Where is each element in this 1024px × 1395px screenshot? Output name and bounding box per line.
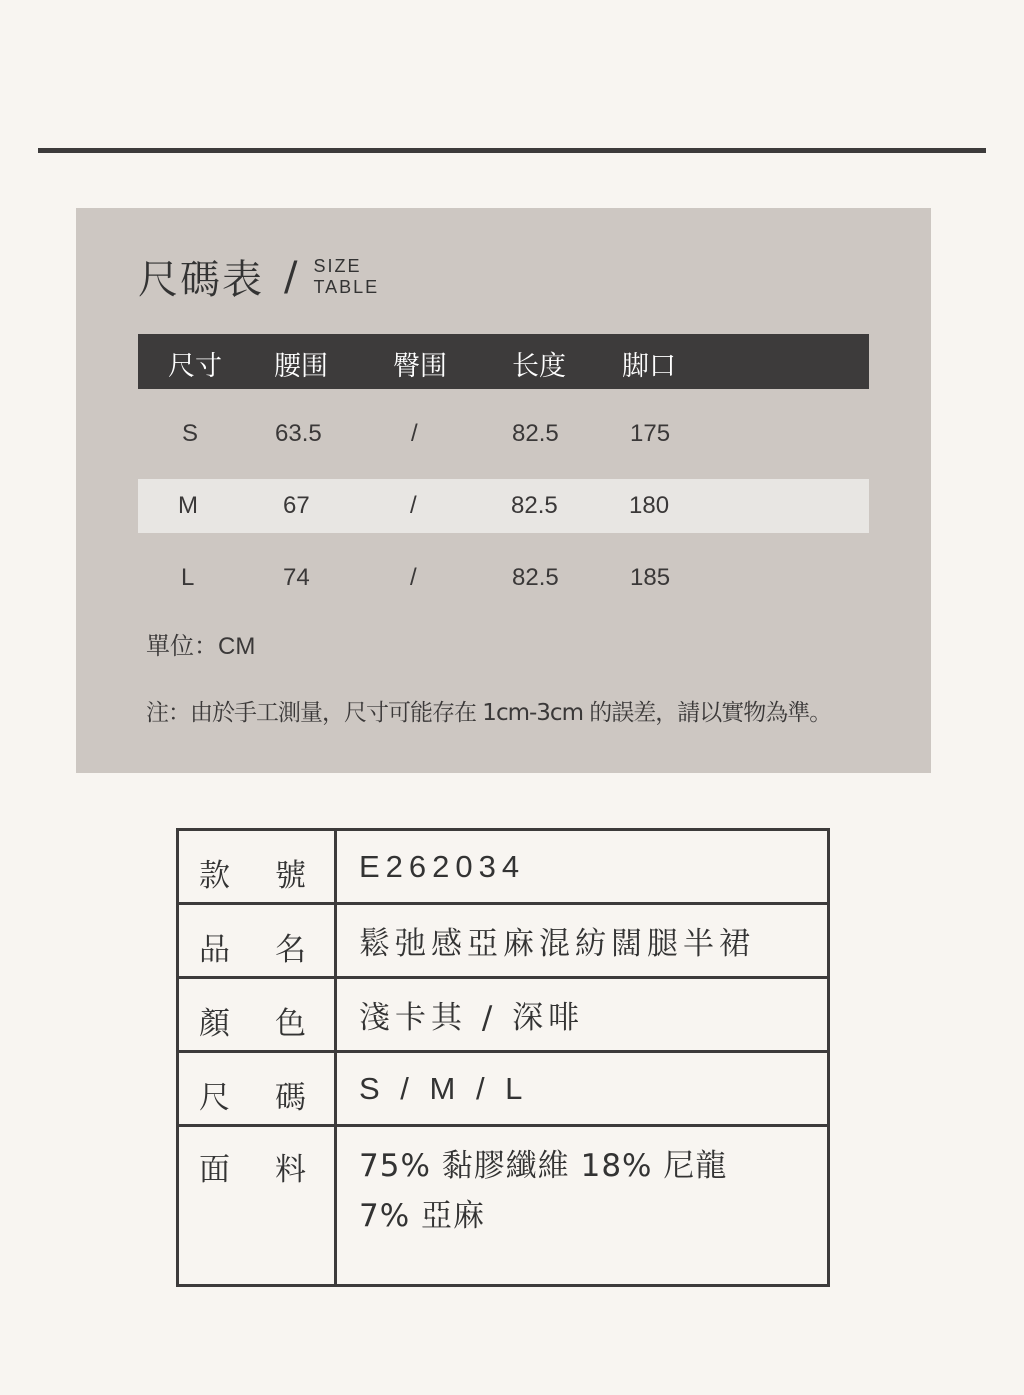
- spec-label-char: 品: [199, 932, 230, 968]
- spec-row-product-name: [178, 904, 829, 978]
- cell-waist: 67: [283, 492, 310, 519]
- size-table-header: [138, 334, 869, 389]
- cell-length: 82.5: [512, 564, 559, 591]
- spec-label-char: 名: [275, 932, 306, 968]
- table-row: [138, 479, 869, 533]
- cell-hip: /: [411, 420, 418, 447]
- top-divider: [38, 148, 986, 153]
- spec-label-char: 色: [275, 1006, 306, 1042]
- title-english-line2: TABLE: [313, 276, 380, 297]
- fabric-line-2: 7% 亞麻: [359, 1198, 486, 1234]
- cell-length: 82.5: [512, 420, 559, 447]
- product-spec-table: [176, 828, 830, 1287]
- spec-label-char: 面: [199, 1152, 230, 1188]
- table-row: [138, 551, 869, 605]
- title-english-line1: SIZE: [313, 255, 362, 276]
- spec-label-char: 款: [199, 858, 230, 894]
- cell-hem: 180: [629, 492, 670, 519]
- spec-label: [178, 904, 336, 978]
- spec-label-char: 碼: [275, 1080, 306, 1116]
- spec-label: [178, 830, 336, 904]
- spec-value-color: 淺卡其 / 深啡: [336, 978, 829, 1052]
- cell-waist: 63.5: [275, 420, 322, 447]
- header-hem: 脚口: [622, 351, 676, 382]
- cell-size: L: [181, 564, 195, 591]
- spec-row-size: [178, 1052, 829, 1126]
- size-table-title: [138, 248, 379, 305]
- unit-label: [146, 626, 255, 661]
- spec-label: [178, 1126, 336, 1286]
- header-length: 长度: [512, 351, 566, 382]
- title-chinese: 尺碼表: [138, 257, 264, 303]
- spec-value-style-number: E262034: [336, 830, 829, 904]
- header-hip: 臀围: [393, 351, 447, 382]
- spec-label-char: 號: [275, 858, 306, 894]
- spec-row-color: [178, 978, 829, 1052]
- unit-value: CM: [218, 633, 256, 660]
- table-row: [138, 407, 869, 461]
- spec-label-char: 尺: [199, 1080, 230, 1116]
- spec-value-size: S / M / L: [336, 1052, 829, 1126]
- spec-label: [178, 1052, 336, 1126]
- spec-row-style-number: [178, 830, 829, 904]
- cell-size: S: [182, 420, 199, 447]
- spec-value-fabric: [336, 1126, 829, 1286]
- spec-label: [178, 978, 336, 1052]
- spec-row-fabric: [178, 1126, 829, 1286]
- size-table-panel: [76, 208, 931, 773]
- header-waist: 腰围: [274, 351, 328, 382]
- cell-waist: 74: [283, 564, 310, 591]
- spec-label-char: 料: [275, 1152, 306, 1188]
- size-table: [138, 334, 869, 605]
- measurement-note: 注：由於手工測量，尺寸可能存在 1cm-3cm 的誤差，請以實物為準。: [146, 700, 832, 726]
- header-size: 尺寸: [168, 351, 222, 382]
- unit-prefix: 單位：: [146, 632, 218, 660]
- cell-size: M: [178, 492, 198, 519]
- title-english: [313, 256, 379, 298]
- cell-hem: 175: [630, 420, 671, 447]
- title-slash: /: [284, 253, 298, 300]
- cell-hip: /: [410, 564, 417, 591]
- spec-value-product-name: 鬆弛感亞麻混紡闊腿半裙: [336, 904, 829, 978]
- cell-length: 82.5: [511, 492, 558, 519]
- fabric-line-1: 75% 黏膠纖維 18% 尼龍: [359, 1148, 728, 1184]
- spec-label-char: 顏: [199, 1006, 230, 1042]
- cell-hem: 185: [630, 564, 671, 591]
- cell-hip: /: [410, 492, 417, 519]
